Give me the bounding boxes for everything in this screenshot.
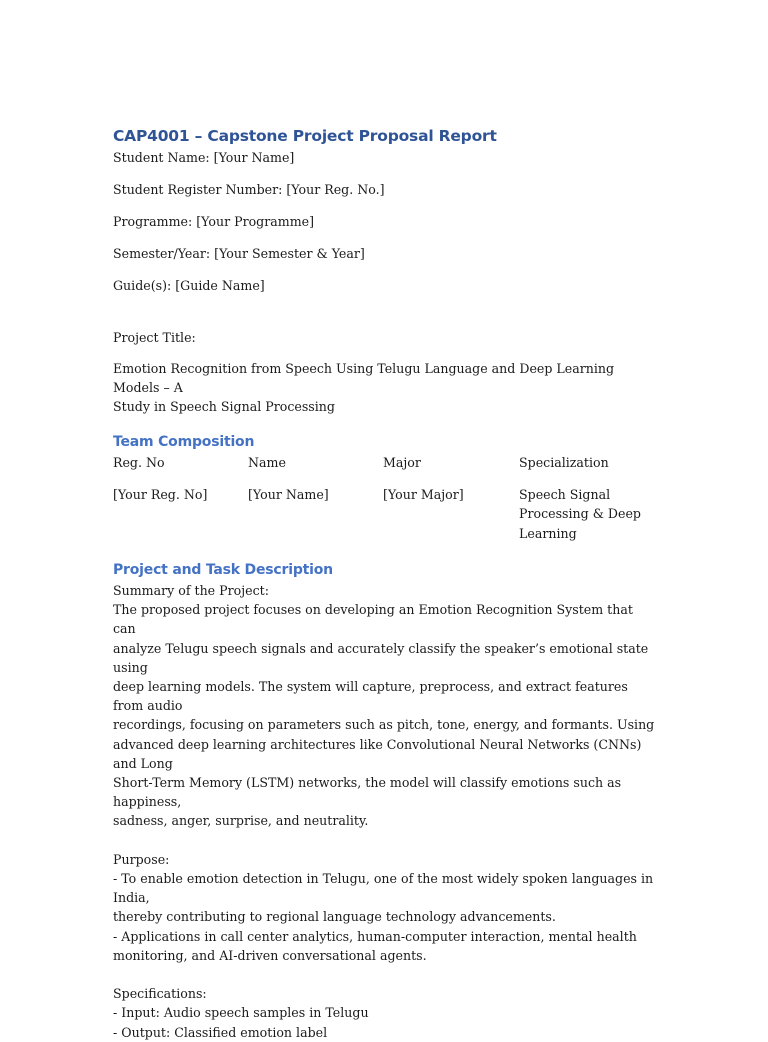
team-cell-reg-no: [Your Reg. No] xyxy=(113,486,208,502)
summary-line: Short-Term Memory (LSTM) networks, the model will classify emotions such as happiness, xyxy=(113,775,622,810)
team-cell-specialization xyxy=(519,485,658,544)
summary-line: The proposed project focuses on developing an Emotion Recognition System that can xyxy=(113,602,633,637)
team-header-major: Major xyxy=(383,455,421,470)
team-header-reg-no: Reg. No xyxy=(113,455,165,470)
specialization-line: Speech Signal xyxy=(519,486,611,502)
register-number-field: Student Register Number: [Your Reg. No.] xyxy=(113,182,385,197)
summary-line: sadness, anger, surprise, and neutrality. xyxy=(113,813,369,829)
specifications-line: - Output: Classified emotion label xyxy=(113,1024,328,1040)
project-task-description-heading: Project and Task Description xyxy=(113,562,333,578)
team-header-specialization: Specialization xyxy=(519,455,609,470)
student-name-field: Student Name: [Your Name] xyxy=(113,150,295,165)
specifications-label: Specifications: xyxy=(113,986,207,1002)
guides-field: Guide(s): [Guide Name] xyxy=(113,278,265,293)
summary-line: recordings, focusing on parameters such as pitch, tone, energy, and formants. Using xyxy=(113,717,655,733)
specialization-line: Learning xyxy=(519,525,577,541)
purpose-line: thereby contributing to regional language technology advancements. xyxy=(113,909,556,925)
team-header-name: Name xyxy=(248,455,286,470)
project-title-line: Study in Speech Signal Processing xyxy=(113,399,335,414)
team-cell-major: [Your Major] xyxy=(383,486,464,502)
team-composition-heading: Team Composition xyxy=(113,434,255,450)
semester-year-field: Semester/Year: [Your Semester & Year] xyxy=(113,246,365,261)
project-title-label: Project Title: xyxy=(113,330,196,345)
summary-label: Summary of the Project: xyxy=(113,583,269,598)
summary-line: deep learning models. The system will capture, preprocess, and extract features from audio xyxy=(113,679,628,714)
blank-line xyxy=(113,965,658,984)
purpose-line: - Applications in call center analytics, human-computer interaction, mental health xyxy=(113,928,637,944)
summary-line: advanced deep learning architectures like Convolutional Neural Networks (CNNs) and Long xyxy=(113,736,642,771)
description-body xyxy=(113,581,658,1042)
purpose-line: - To enable emotion detection in Telugu, one of the most widely spoken languages in India, xyxy=(113,871,654,906)
team-cell-name: [Your Name] xyxy=(248,486,329,502)
document-page xyxy=(113,124,658,1042)
programme-field: Programme: [Your Programme] xyxy=(113,214,315,229)
project-title-text xyxy=(113,359,658,416)
document-title: CAP4001 – Capstone Project Proposal Report xyxy=(113,127,497,145)
project-title-line: Emotion Recognition from Speech Using Telugu Language and Deep Learning Models – A xyxy=(113,361,615,395)
summary-line: analyze Telugu speech signals and accurately classify the speaker’s emotional state using xyxy=(113,640,649,675)
purpose-label: Purpose: xyxy=(113,851,170,867)
specifications-line: - Input: Audio speech samples in Telugu xyxy=(113,1005,369,1021)
specialization-line: Processing & Deep xyxy=(519,506,641,521)
purpose-line: monitoring, and AI-driven conversational agents. xyxy=(113,947,427,963)
blank-line xyxy=(113,831,658,850)
team-table xyxy=(113,453,658,543)
